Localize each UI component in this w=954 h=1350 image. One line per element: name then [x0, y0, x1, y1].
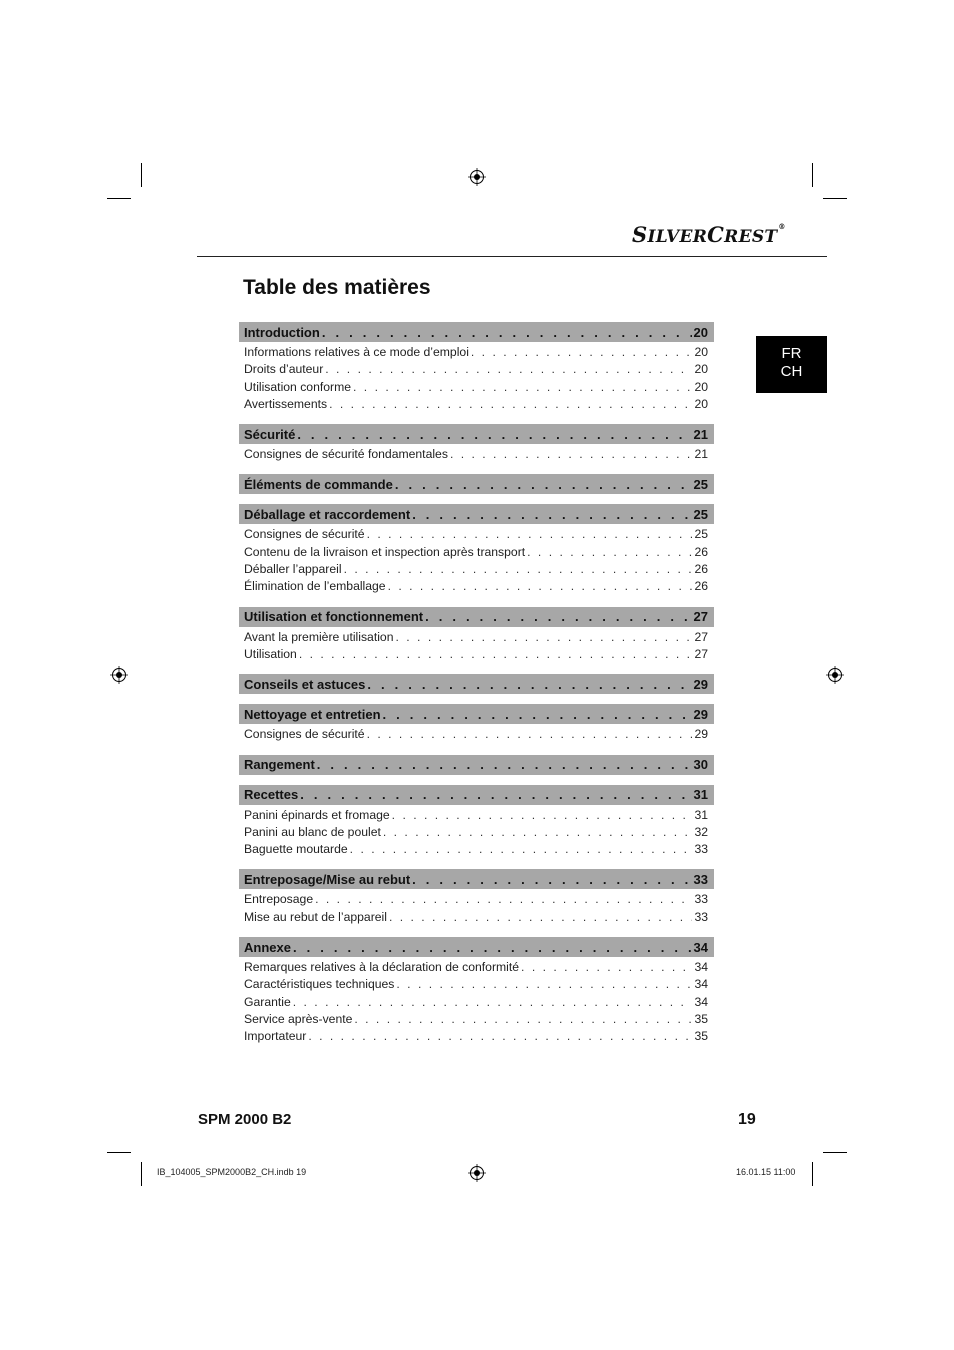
toc-leader	[308, 1029, 692, 1043]
toc-leader	[383, 707, 692, 722]
toc-section-page: 27	[693, 609, 708, 625]
toc-leader	[395, 477, 692, 492]
toc-section-page: 25	[693, 476, 708, 492]
toc-leader	[353, 380, 692, 394]
toc-entry-page: 21	[694, 447, 708, 462]
toc-section-title: Entreposage/Mise au rebut	[244, 871, 411, 887]
toc-leader	[354, 1012, 692, 1026]
toc-entry-page: 27	[694, 646, 708, 661]
registration-mark-icon	[826, 666, 844, 684]
toc-section-title: Sécurité	[244, 426, 296, 442]
crop-mark	[812, 163, 813, 187]
toc-leader	[471, 345, 693, 359]
toc-leader	[299, 647, 693, 661]
toc-leader	[322, 325, 692, 340]
crop-mark	[107, 198, 131, 199]
toc-entry-list	[239, 524, 714, 596]
toc-leader	[350, 842, 693, 856]
toc-entry-list	[239, 627, 714, 665]
toc-section	[239, 504, 714, 596]
toc-entry-page: 27	[694, 629, 708, 644]
toc-entry-page: 29	[694, 727, 708, 742]
toc-entry[interactable]	[239, 892, 714, 909]
toc-entry-label: Service après-vente	[244, 1011, 353, 1026]
toc-leader	[425, 609, 691, 624]
toc-leader	[521, 960, 692, 974]
toc-section	[239, 607, 714, 665]
toc-section-title: Rangement	[244, 757, 315, 773]
toc-entry[interactable]	[239, 977, 714, 994]
toc-section-heading[interactable]	[239, 755, 714, 775]
toc-entry-page: 34	[694, 977, 708, 992]
slug-file: IB_104005_SPM2000B2_CH.indb 19	[157, 1167, 307, 1177]
toc-entry[interactable]	[239, 447, 714, 464]
registration-mark-icon	[110, 666, 128, 684]
toc-section	[239, 322, 714, 414]
toc-entry[interactable]	[239, 647, 714, 664]
toc-section-page: 33	[693, 871, 708, 887]
toc-section-title: Introduction	[244, 324, 320, 340]
language-tab	[756, 336, 827, 393]
toc-entry-label: Avant la première utilisation	[244, 629, 394, 644]
toc-entry-label: Informations relatives à ce mode d’emploi	[244, 345, 469, 359]
toc-section-title: Nettoyage et entretien	[244, 706, 381, 722]
toc-entry[interactable]	[239, 545, 714, 562]
toc-entry-list	[239, 724, 714, 744]
toc-section	[239, 869, 714, 927]
toc-entry-label: Entreposage	[244, 892, 314, 907]
toc-entry-page: 34	[694, 960, 708, 975]
toc-entry-page: 26	[694, 579, 708, 594]
toc-section-heading[interactable]	[239, 869, 714, 889]
toc-leader	[389, 910, 692, 924]
toc-section-title: Annexe	[244, 939, 291, 955]
toc-entry[interactable]	[239, 630, 714, 647]
toc-entry-page: 31	[694, 807, 708, 822]
toc-entry-label: Consignes de sécurité	[244, 527, 365, 542]
toc-entry-label: Consignes de sécurité fondamentales	[244, 447, 448, 462]
toc-entry-label: Utilisation	[244, 646, 297, 661]
registration-mark-icon	[468, 168, 486, 186]
toc-section-heading[interactable]	[239, 504, 714, 524]
toc-section-heading[interactable]	[239, 322, 714, 342]
toc-entry-label: Mise au rebut de l’appareil	[244, 909, 387, 924]
toc-section	[239, 704, 714, 744]
toc-section	[239, 937, 714, 1046]
crop-mark	[141, 163, 142, 187]
toc-entry-label: Déballer l’appareil	[244, 562, 342, 577]
registered-mark: ®	[778, 222, 786, 231]
toc-entry-page: 34	[694, 994, 708, 1009]
toc-entry-label: Panini épinards et fromage	[244, 807, 390, 822]
toc-section	[239, 755, 714, 775]
toc-entry[interactable]	[239, 397, 714, 414]
toc-entry-label: Panini au blanc de poulet	[244, 824, 381, 839]
toc-leader	[315, 892, 692, 906]
toc-section-page: 29	[693, 676, 708, 692]
toc-section-title: Éléments de commande	[244, 476, 393, 492]
toc-leader	[412, 507, 691, 522]
toc-leader	[293, 995, 693, 1009]
toc-leader	[297, 427, 691, 442]
toc-entry-page: 33	[694, 909, 708, 924]
toc-leader	[396, 630, 693, 644]
toc-entry-list	[239, 342, 714, 414]
toc-leader	[412, 872, 691, 887]
toc-section-title: Utilisation et fonctionnement	[244, 609, 424, 625]
header-rule	[197, 256, 827, 257]
toc-section-title: Déballage et raccordement	[244, 506, 411, 522]
toc-leader	[367, 677, 691, 692]
toc-section-page: 31	[693, 787, 708, 803]
toc-entry-page: 20	[694, 345, 708, 359]
toc-section-page: 29	[693, 706, 708, 722]
toc-section-heading[interactable]	[239, 474, 714, 494]
toc-entry[interactable]	[239, 345, 714, 362]
toc-entry-page: 20	[694, 362, 708, 377]
toc-section-page: 30	[693, 757, 708, 773]
toc-entry-label: Importateur	[244, 1029, 307, 1044]
toc-entry[interactable]	[239, 825, 714, 842]
toc-entry[interactable]	[239, 579, 714, 596]
toc-entry-label: Droits d’auteur	[244, 362, 324, 377]
toc-entry[interactable]	[239, 910, 714, 927]
crop-mark	[107, 1152, 131, 1153]
toc-entry-label: Avertissements	[244, 396, 328, 411]
toc-section	[239, 474, 714, 494]
brand-name-part1: SILVER	[632, 222, 708, 247]
toc-leader	[392, 808, 693, 822]
toc-entry-label: Caractéristiques techniques	[244, 977, 395, 992]
toc-entry-page: 26	[694, 544, 708, 559]
toc-entry-list	[239, 805, 714, 860]
toc-entry-page: 35	[694, 1029, 708, 1044]
footer-model: SPM 2000 B2	[198, 1111, 292, 1128]
registration-mark-icon	[468, 1164, 486, 1182]
table-of-contents	[239, 322, 714, 1057]
toc-section-heading[interactable]	[239, 937, 714, 957]
toc-entry-label: Contenu de la livraison et inspection après transport	[244, 544, 526, 559]
toc-entry-list	[239, 957, 714, 1046]
toc-section-title: Conseils et astuces	[244, 676, 366, 692]
toc-leader	[367, 727, 693, 741]
toc-leader	[450, 447, 693, 461]
toc-leader	[383, 825, 693, 839]
toc-leader	[527, 545, 692, 559]
toc-entry-list	[239, 444, 714, 464]
toc-section-heading[interactable]	[239, 424, 714, 444]
toc-section-page: 21	[693, 426, 708, 442]
brand-name-part2: CREST	[707, 222, 778, 247]
toc-entry-page: 25	[694, 527, 708, 542]
toc-leader	[396, 977, 692, 991]
toc-section-page: 20	[693, 324, 708, 340]
toc-entry[interactable]	[239, 1029, 714, 1046]
toc-section-heading[interactable]	[239, 785, 714, 805]
toc-entry-label: Consignes de sécurité	[244, 727, 365, 742]
crop-mark	[812, 1162, 813, 1186]
toc-entry-page: 20	[694, 379, 708, 394]
toc-leader	[329, 397, 692, 411]
toc-entry-page: 26	[694, 562, 708, 577]
toc-entry[interactable]	[239, 808, 714, 825]
toc-leader	[367, 527, 693, 541]
crop-mark	[141, 1162, 142, 1186]
toc-entry-label: Élimination de l’emballage	[244, 579, 386, 594]
toc-entry[interactable]	[239, 1012, 714, 1029]
toc-section-page: 34	[693, 939, 708, 955]
toc-section-heading[interactable]	[239, 607, 714, 627]
toc-leader	[317, 757, 692, 772]
toc-entry[interactable]	[239, 960, 714, 977]
toc-leader	[325, 362, 692, 376]
toc-entry-list	[239, 889, 714, 927]
toc-entry[interactable]	[239, 727, 714, 744]
toc-entry[interactable]	[239, 842, 714, 859]
crop-mark	[823, 198, 847, 199]
toc-section-title: Recettes	[244, 787, 299, 803]
language-tab-line1: FR	[781, 345, 802, 362]
language-tab-line2: CH	[780, 363, 803, 380]
toc-entry[interactable]	[239, 380, 714, 397]
toc-entry[interactable]	[239, 527, 714, 544]
page-title: Table des matières	[243, 276, 431, 299]
toc-entry-label: Baguette moutarde	[244, 842, 348, 857]
toc-leader	[293, 940, 692, 955]
toc-entry-label: Remarques relatives à la déclaration de conformité	[244, 960, 520, 975]
toc-entry-page: 32	[694, 824, 708, 839]
toc-section-page: 25	[693, 506, 708, 522]
toc-entry-page: 35	[694, 1011, 708, 1026]
toc-entry[interactable]	[239, 562, 714, 579]
toc-section	[239, 424, 714, 464]
toc-leader	[300, 787, 691, 802]
toc-section	[239, 674, 714, 694]
toc-entry-page: 33	[694, 842, 708, 857]
toc-entry[interactable]	[239, 362, 714, 379]
toc-entry[interactable]	[239, 995, 714, 1012]
slug-datetime: 16.01.15 11:00	[736, 1167, 796, 1177]
toc-section-heading[interactable]	[239, 674, 714, 694]
brand-logo	[632, 222, 786, 248]
toc-section	[239, 785, 714, 860]
toc-section-heading[interactable]	[239, 704, 714, 724]
toc-entry-label: Utilisation conforme	[244, 379, 352, 394]
toc-leader	[388, 579, 693, 593]
crop-mark	[823, 1152, 847, 1153]
toc-entry-label: Garantie	[244, 994, 291, 1009]
footer-page-number: 19	[738, 1111, 756, 1128]
toc-entry-page: 33	[694, 892, 708, 907]
toc-leader	[344, 562, 693, 576]
toc-entry-page: 20	[694, 396, 708, 411]
